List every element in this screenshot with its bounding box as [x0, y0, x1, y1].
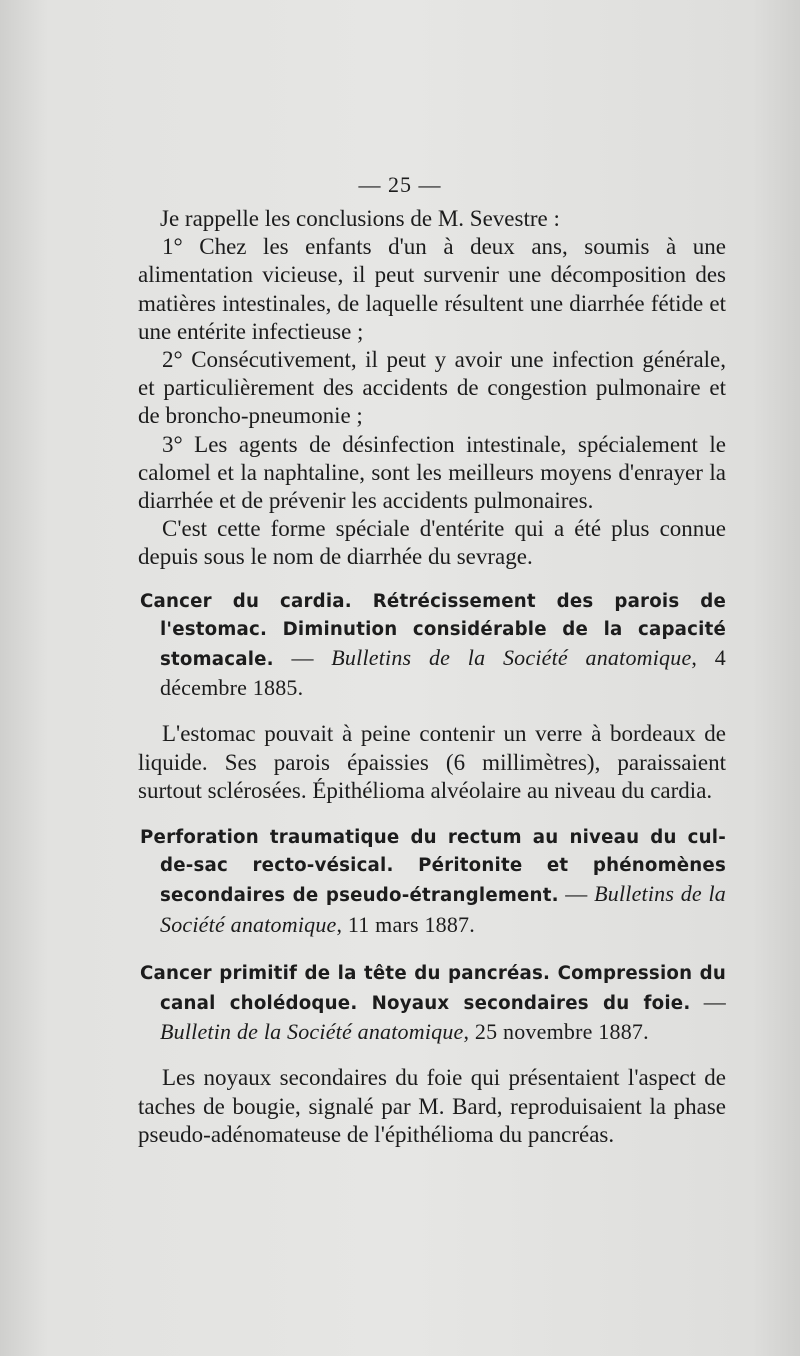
paragraph-cardia-description: L'estomac pouvait à peine contenir un verre à bordeaux de liquide. Ses parois épaissies (6 millimètres), paraissaient surtout sclérosées. Épithélioma alvéolaire au niveau du cardia.: [138, 721, 726, 803]
page-body: [138, 205, 726, 1149]
reference-journal: Bulletin de la Société anatomique: [160, 1019, 464, 1045]
paragraph-conclusion-3: 3° Les agents de désinfection intestinale, spécialement le calomel et la naphtaline, sont les meilleurs moyens d'enrayer la diarrhée et de prévenir les accidents pulmonaires.: [138, 431, 726, 514]
reference-cancer-pancreas: [138, 960, 726, 1049]
reference-dash: —: [273, 645, 332, 671]
reference-date: , 25 novembre 1887.: [463, 1019, 649, 1045]
reference-date: , 11 mars 1887.: [336, 911, 475, 937]
paragraph-intro: Je rappelle les conclusions de M. Sevestre :: [160, 206, 560, 231]
page-number: — 25 —: [358, 172, 442, 197]
paragraph-conclusion-2: 2° Consécutivement, il peut y avoir une infection générale, et particulièrement des accidents de congestion pulmonaire et de broncho-pneumonie ;: [138, 347, 726, 429]
reference-date: , 4 décembre 1885.: [160, 645, 726, 701]
reference-title: Cancer du cardia. Rétrécissement des parois de l'estomac. Diminution considérable de la capacité stomacale.: [140, 590, 726, 671]
reference-cancer-cardia: [138, 588, 726, 705]
paragraph-sevrage: C'est cette forme spéciale d'entérite qui a été plus connue depuis sous le nom de diarrhée du sevrage.: [138, 516, 726, 570]
reference-dash: —: [690, 989, 727, 1015]
reference-title: Cancer primitif de la tête du pancréas. Compression du canal cholédoque. Noyaux secondaires du foie.: [140, 962, 726, 1015]
reference-dash: —: [558, 881, 595, 907]
paragraph-conclusion-1: 1° Chez les enfants d'un à deux ans, soumis à une alimentation vicieuse, il peut survenir une décomposition des matières intestinales, de laquelle résultent une diarrhée fétide et une entérite infectieuse ;: [138, 234, 726, 344]
paragraph-pancreas-description: Les noyaux secondaires du foie qui présentaient l'aspect de taches de bougie, signalé par M. Bard, reproduisaient la phase pseudo-adénomateuse de l'épithélioma du pancréas.: [138, 1065, 726, 1147]
reference-perforation-rectum: [138, 824, 726, 941]
reference-journal: Bulletins de la Société anatomique: [331, 645, 692, 671]
reference-title: Perforation traumatique du rectum au niveau du cul-de-sac recto-vésical. Péritonite et phénomènes secondaires de pseudo-étranglement.: [140, 827, 726, 907]
reference-journal: Bulletins de la Société anatomique: [160, 881, 726, 937]
